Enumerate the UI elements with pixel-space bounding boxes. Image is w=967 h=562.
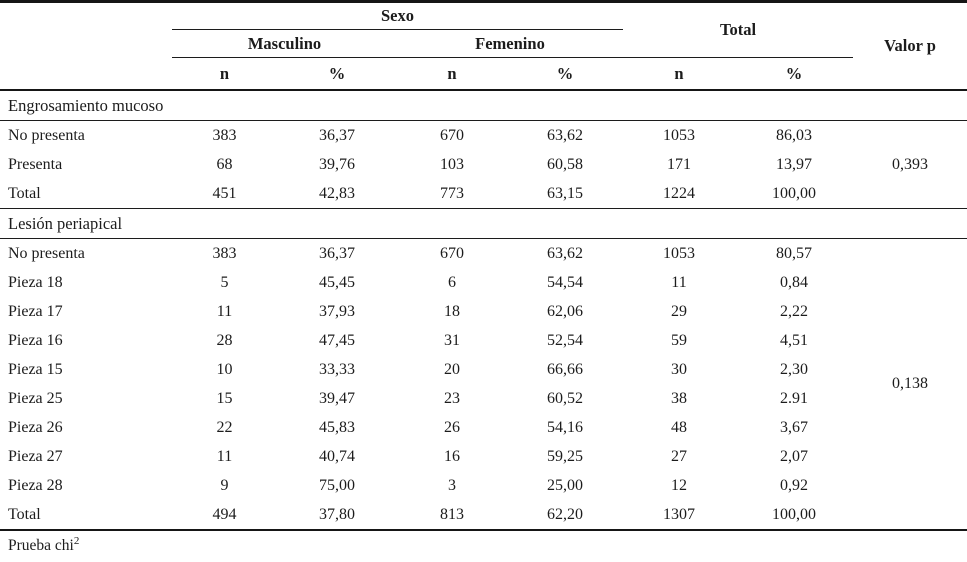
table-row bbox=[0, 150, 967, 179]
data-cell: 12 bbox=[671, 476, 687, 494]
data-cell: 773 bbox=[440, 184, 464, 202]
row-label: Pieza 25 bbox=[8, 389, 63, 407]
footnote-row bbox=[0, 530, 967, 562]
data-cell: 39,76 bbox=[319, 155, 355, 173]
data-cell: 68 bbox=[216, 155, 233, 173]
data-cell: 75,00 bbox=[319, 476, 355, 494]
data-cell: 47,45 bbox=[319, 331, 355, 349]
data-cell: 60,58 bbox=[547, 155, 583, 173]
data-cell: 36,37 bbox=[319, 126, 355, 144]
data-cell: 103 bbox=[440, 155, 464, 173]
data-cell: 62,20 bbox=[547, 505, 583, 523]
table-row bbox=[0, 297, 967, 326]
p-value-cell: 0,138 bbox=[892, 375, 929, 392]
data-cell: 9 bbox=[220, 476, 229, 494]
table-row bbox=[0, 471, 967, 500]
data-cell: 33,33 bbox=[319, 360, 355, 378]
row-label: Total bbox=[8, 505, 41, 523]
footnote bbox=[0, 530, 967, 562]
data-cell: 23 bbox=[444, 389, 460, 407]
data-cell: 25,00 bbox=[547, 476, 583, 494]
data-cell: 11 bbox=[216, 302, 233, 320]
data-cell: 11 bbox=[671, 273, 687, 291]
row-label: Pieza 27 bbox=[8, 447, 63, 465]
table-row bbox=[0, 384, 967, 413]
col-header-n: n bbox=[172, 58, 277, 91]
data-cell: 2,22 bbox=[780, 302, 808, 320]
data-cell: 5 bbox=[220, 273, 229, 291]
table-row bbox=[0, 239, 967, 269]
data-cell: 22 bbox=[216, 418, 233, 436]
data-cell: 60,52 bbox=[547, 389, 583, 407]
data-cell: 63,15 bbox=[547, 184, 583, 202]
data-cell: 15 bbox=[216, 389, 233, 407]
data-cell: 63,62 bbox=[547, 244, 583, 262]
data-cell: 2,07 bbox=[780, 447, 808, 465]
data-cell: 52,54 bbox=[547, 331, 583, 349]
data-cell: 59 bbox=[671, 331, 687, 349]
data-cell: 18 bbox=[444, 302, 460, 320]
col-header-pct: % bbox=[507, 58, 623, 91]
data-cell: 10 bbox=[216, 360, 233, 378]
footnote-text: Prueba chi bbox=[8, 537, 74, 555]
data-cell: 2.91 bbox=[780, 389, 808, 407]
table-row bbox=[0, 413, 967, 442]
data-cell: 38 bbox=[671, 389, 687, 407]
data-cell: 3,67 bbox=[780, 418, 808, 436]
data-cell: 670 bbox=[440, 244, 464, 262]
data-cell: 62,06 bbox=[547, 302, 583, 320]
row-label: No presenta bbox=[8, 244, 85, 262]
data-cell: 1053 bbox=[663, 126, 695, 144]
data-cell: 86,03 bbox=[776, 126, 812, 144]
section-header-row bbox=[0, 90, 967, 121]
data-cell: 37,93 bbox=[319, 302, 355, 320]
col-header-pct: % bbox=[277, 58, 397, 91]
data-cell: 27 bbox=[671, 447, 687, 465]
p-value-cell: 0,393 bbox=[892, 155, 929, 173]
data-cell: 59,25 bbox=[547, 447, 583, 465]
data-cell: 31 bbox=[444, 331, 460, 349]
header-row-group bbox=[0, 2, 967, 30]
col-header-n: n bbox=[623, 58, 735, 91]
data-cell: 1224 bbox=[663, 184, 695, 202]
data-cell: 36,37 bbox=[319, 244, 355, 262]
data-cell: 100,00 bbox=[772, 184, 816, 202]
data-cell: 494 bbox=[212, 505, 237, 523]
data-cell: 39,47 bbox=[319, 389, 355, 407]
data-cell: 80,57 bbox=[776, 244, 812, 262]
col-header-total: Total bbox=[623, 2, 853, 58]
data-cell: 3 bbox=[448, 476, 456, 494]
data-cell: 20 bbox=[444, 360, 460, 378]
data-cell: 48 bbox=[671, 418, 687, 436]
data-cell: 0,92 bbox=[780, 476, 808, 494]
table-row bbox=[0, 326, 967, 355]
data-cell: 29 bbox=[671, 302, 687, 320]
data-cell: 1053 bbox=[663, 244, 695, 262]
data-cell: 451 bbox=[212, 184, 237, 202]
data-cell: 670 bbox=[440, 126, 464, 144]
table-row bbox=[0, 268, 967, 297]
data-cell: 1307 bbox=[663, 505, 695, 523]
data-cell: 383 bbox=[212, 126, 237, 144]
row-label: Pieza 18 bbox=[8, 273, 63, 291]
row-label: Pieza 16 bbox=[8, 331, 63, 349]
table-row bbox=[0, 355, 967, 384]
data-cell: 13,97 bbox=[776, 155, 812, 173]
data-cell: 40,74 bbox=[319, 447, 355, 465]
data-cell: 54,16 bbox=[547, 418, 583, 436]
corner-cell bbox=[0, 2, 172, 91]
col-header-femenino: Femenino bbox=[397, 30, 623, 58]
data-cell: 383 bbox=[212, 244, 237, 262]
row-label: Pieza 26 bbox=[8, 418, 63, 436]
data-cell: 63,62 bbox=[547, 126, 583, 144]
footnote-superscript: 2 bbox=[73, 535, 80, 547]
row-label: Pieza 17 bbox=[8, 302, 63, 320]
col-header-n: n bbox=[397, 58, 507, 91]
table-row bbox=[0, 121, 967, 151]
data-cell: 813 bbox=[440, 505, 464, 523]
col-header-valor-p: Valor p bbox=[853, 2, 967, 91]
row-label: Pieza 28 bbox=[8, 476, 63, 494]
table-row bbox=[0, 442, 967, 471]
col-header-pct: % bbox=[735, 58, 853, 91]
table-row bbox=[0, 179, 967, 209]
section-title: Engrosamiento mucoso bbox=[0, 90, 967, 121]
section-header-row bbox=[0, 209, 967, 239]
data-cell: 16 bbox=[444, 447, 460, 465]
data-cell: 2,30 bbox=[780, 360, 808, 378]
data-cell: 100,00 bbox=[772, 505, 816, 523]
data-cell: 11 bbox=[216, 447, 233, 465]
data-cell: 4,51 bbox=[780, 331, 808, 349]
data-cell: 171 bbox=[667, 155, 691, 173]
col-header-sexo: Sexo bbox=[172, 2, 623, 30]
data-cell: 66,66 bbox=[547, 360, 583, 378]
row-label: Total bbox=[8, 184, 41, 202]
data-cell: 0,84 bbox=[780, 273, 808, 291]
section-title: Lesión periapical bbox=[0, 209, 967, 239]
data-cell: 37,80 bbox=[319, 505, 355, 523]
table-row bbox=[0, 500, 967, 530]
row-label: Presenta bbox=[8, 155, 63, 173]
data-cell: 6 bbox=[448, 273, 456, 291]
data-cell: 42,83 bbox=[319, 184, 355, 202]
data-cell: 30 bbox=[671, 360, 687, 378]
data-cell: 45,45 bbox=[319, 273, 355, 291]
row-label: No presenta bbox=[8, 126, 85, 144]
data-cell: 26 bbox=[444, 418, 460, 436]
col-header-masculino: Masculino bbox=[172, 30, 397, 58]
data-cell: 54,54 bbox=[547, 273, 583, 291]
data-cell: 45,83 bbox=[319, 418, 355, 436]
data-cell: 28 bbox=[216, 331, 233, 349]
row-label: Pieza 15 bbox=[8, 360, 63, 378]
